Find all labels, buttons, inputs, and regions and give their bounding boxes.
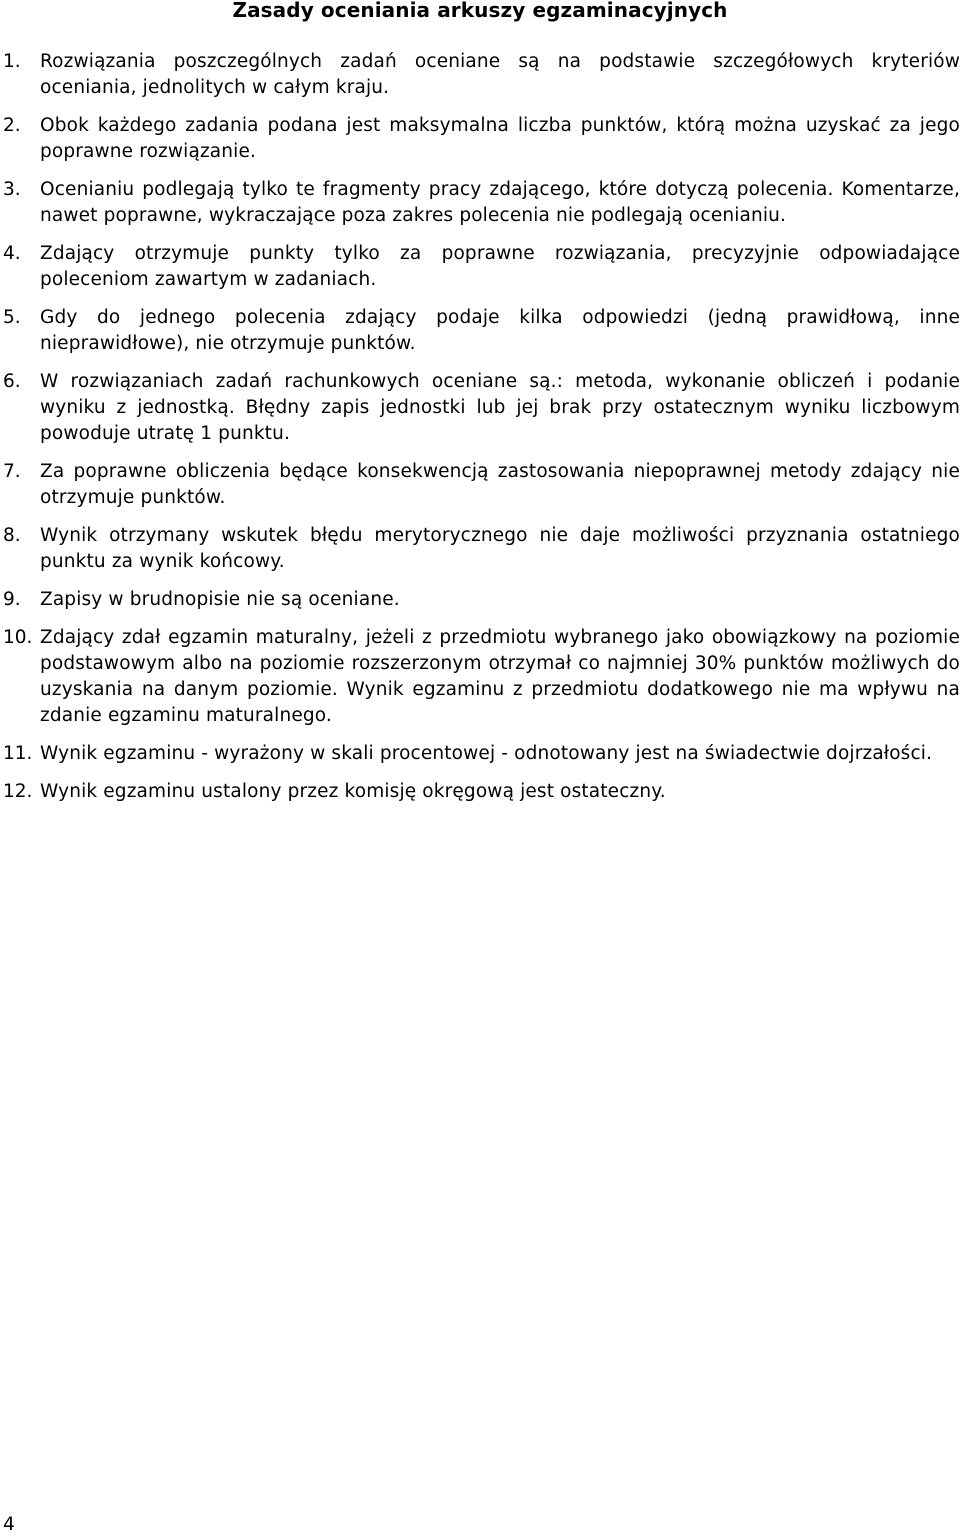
rule-text: Ocenianiu podlegają tylko te fragmenty pracy zdającego, które dotyczą polecenia. Komentarze, nawet poprawne, wykraczające poza zakres polecenia nie podlegają ocenianiu. [40,179,960,226]
list-item-rule-11 [0,741,960,767]
rules-list [0,49,960,817]
rule-text: Zapisy w brudnopisie nie są oceniane. [40,589,400,610]
rule-text: Rozwiązania poszczególnych zadań oceniane są na podstawie szczegółowych kryteriów oceniania, jednolitych w całym kraju. [40,51,960,98]
rule-text: Wynik egzaminu ustalony przez komisję okręgową jest ostateczny. [40,781,666,802]
rule-number: 8. [3,525,21,546]
list-item-rule-12 [0,779,960,805]
rule-number: 9. [3,589,21,610]
rule-text: Wynik egzaminu - wyrażony w skali procentowej - odnotowany jest na świadectwie dojrzałości. [40,743,933,764]
rule-number: 6. [3,371,21,392]
list-item-rule-6 [0,369,960,447]
list-item-rule-9 [0,587,960,613]
rule-number: 10. [3,627,33,648]
list-item-rule-3 [0,177,960,229]
rule-text: Obok każdego zadania podana jest maksymalna liczba punktów, którą można uzyskać za jego poprawne rozwiązanie. [40,115,960,162]
rule-text: Gdy do jednego polecenia zdający podaje kilka odpowiedzi (jedną prawidłową, inne nieprawidłowe), nie otrzymuje punktów. [40,307,960,354]
rule-number: 1. [3,51,21,72]
list-item-rule-2 [0,113,960,165]
rule-text: Zdający otrzymuje punkty tylko za poprawne rozwiązania, precyzyjnie odpowiadające poleceniom zawartym w zadaniach. [40,243,960,290]
rule-number: 5. [3,307,21,328]
rule-number: 11. [3,743,33,764]
rule-number: 12. [3,781,33,802]
rule-number: 4. [3,243,21,264]
rule-number: 3. [3,179,21,200]
rule-text: Zdający zdał egzamin maturalny, jeżeli z przedmiotu wybranego jako obowiązkowy na poziomie podstawowym albo na poziomie rozszerzonym otrzymał co najmniej 30% punktów możliwych do uzyskania na danym poziomie. Wynik egzaminu z przedmiotu dodatkowego nie ma wpływu na zdanie egzaminu maturalnego. [40,627,960,726]
rule-text: Za poprawne obliczenia będące konsekwencją zastosowania niepoprawnej metody zdający nie otrzymuje punktów. [40,461,960,508]
rule-text: Wynik otrzymany wskutek błędu merytorycznego nie daje możliwości przyznania ostatniego punktu za wynik końcowy. [40,525,960,572]
rule-number: 2. [3,115,21,136]
list-item-rule-5 [0,305,960,357]
list-item-rule-8 [0,523,960,575]
list-item-rule-4 [0,241,960,293]
page-number: 4 [3,1514,15,1535]
rule-text: W rozwiązaniach zadań rachunkowych oceniane są.: metoda, wykonanie obliczeń i podanie wyniku z jednostką. Błędny zapis jednostki lub jej brak przy ostatecznym wyniku liczbowym powoduje utratę 1 punktu. [40,371,960,444]
rule-number: 7. [3,461,21,482]
list-item-rule-1 [0,49,960,101]
list-item-rule-10 [0,625,960,729]
page-title: Zasady oceniania arkuszy egzaminacyjnych [232,0,728,22]
list-item-rule-7 [0,459,960,511]
